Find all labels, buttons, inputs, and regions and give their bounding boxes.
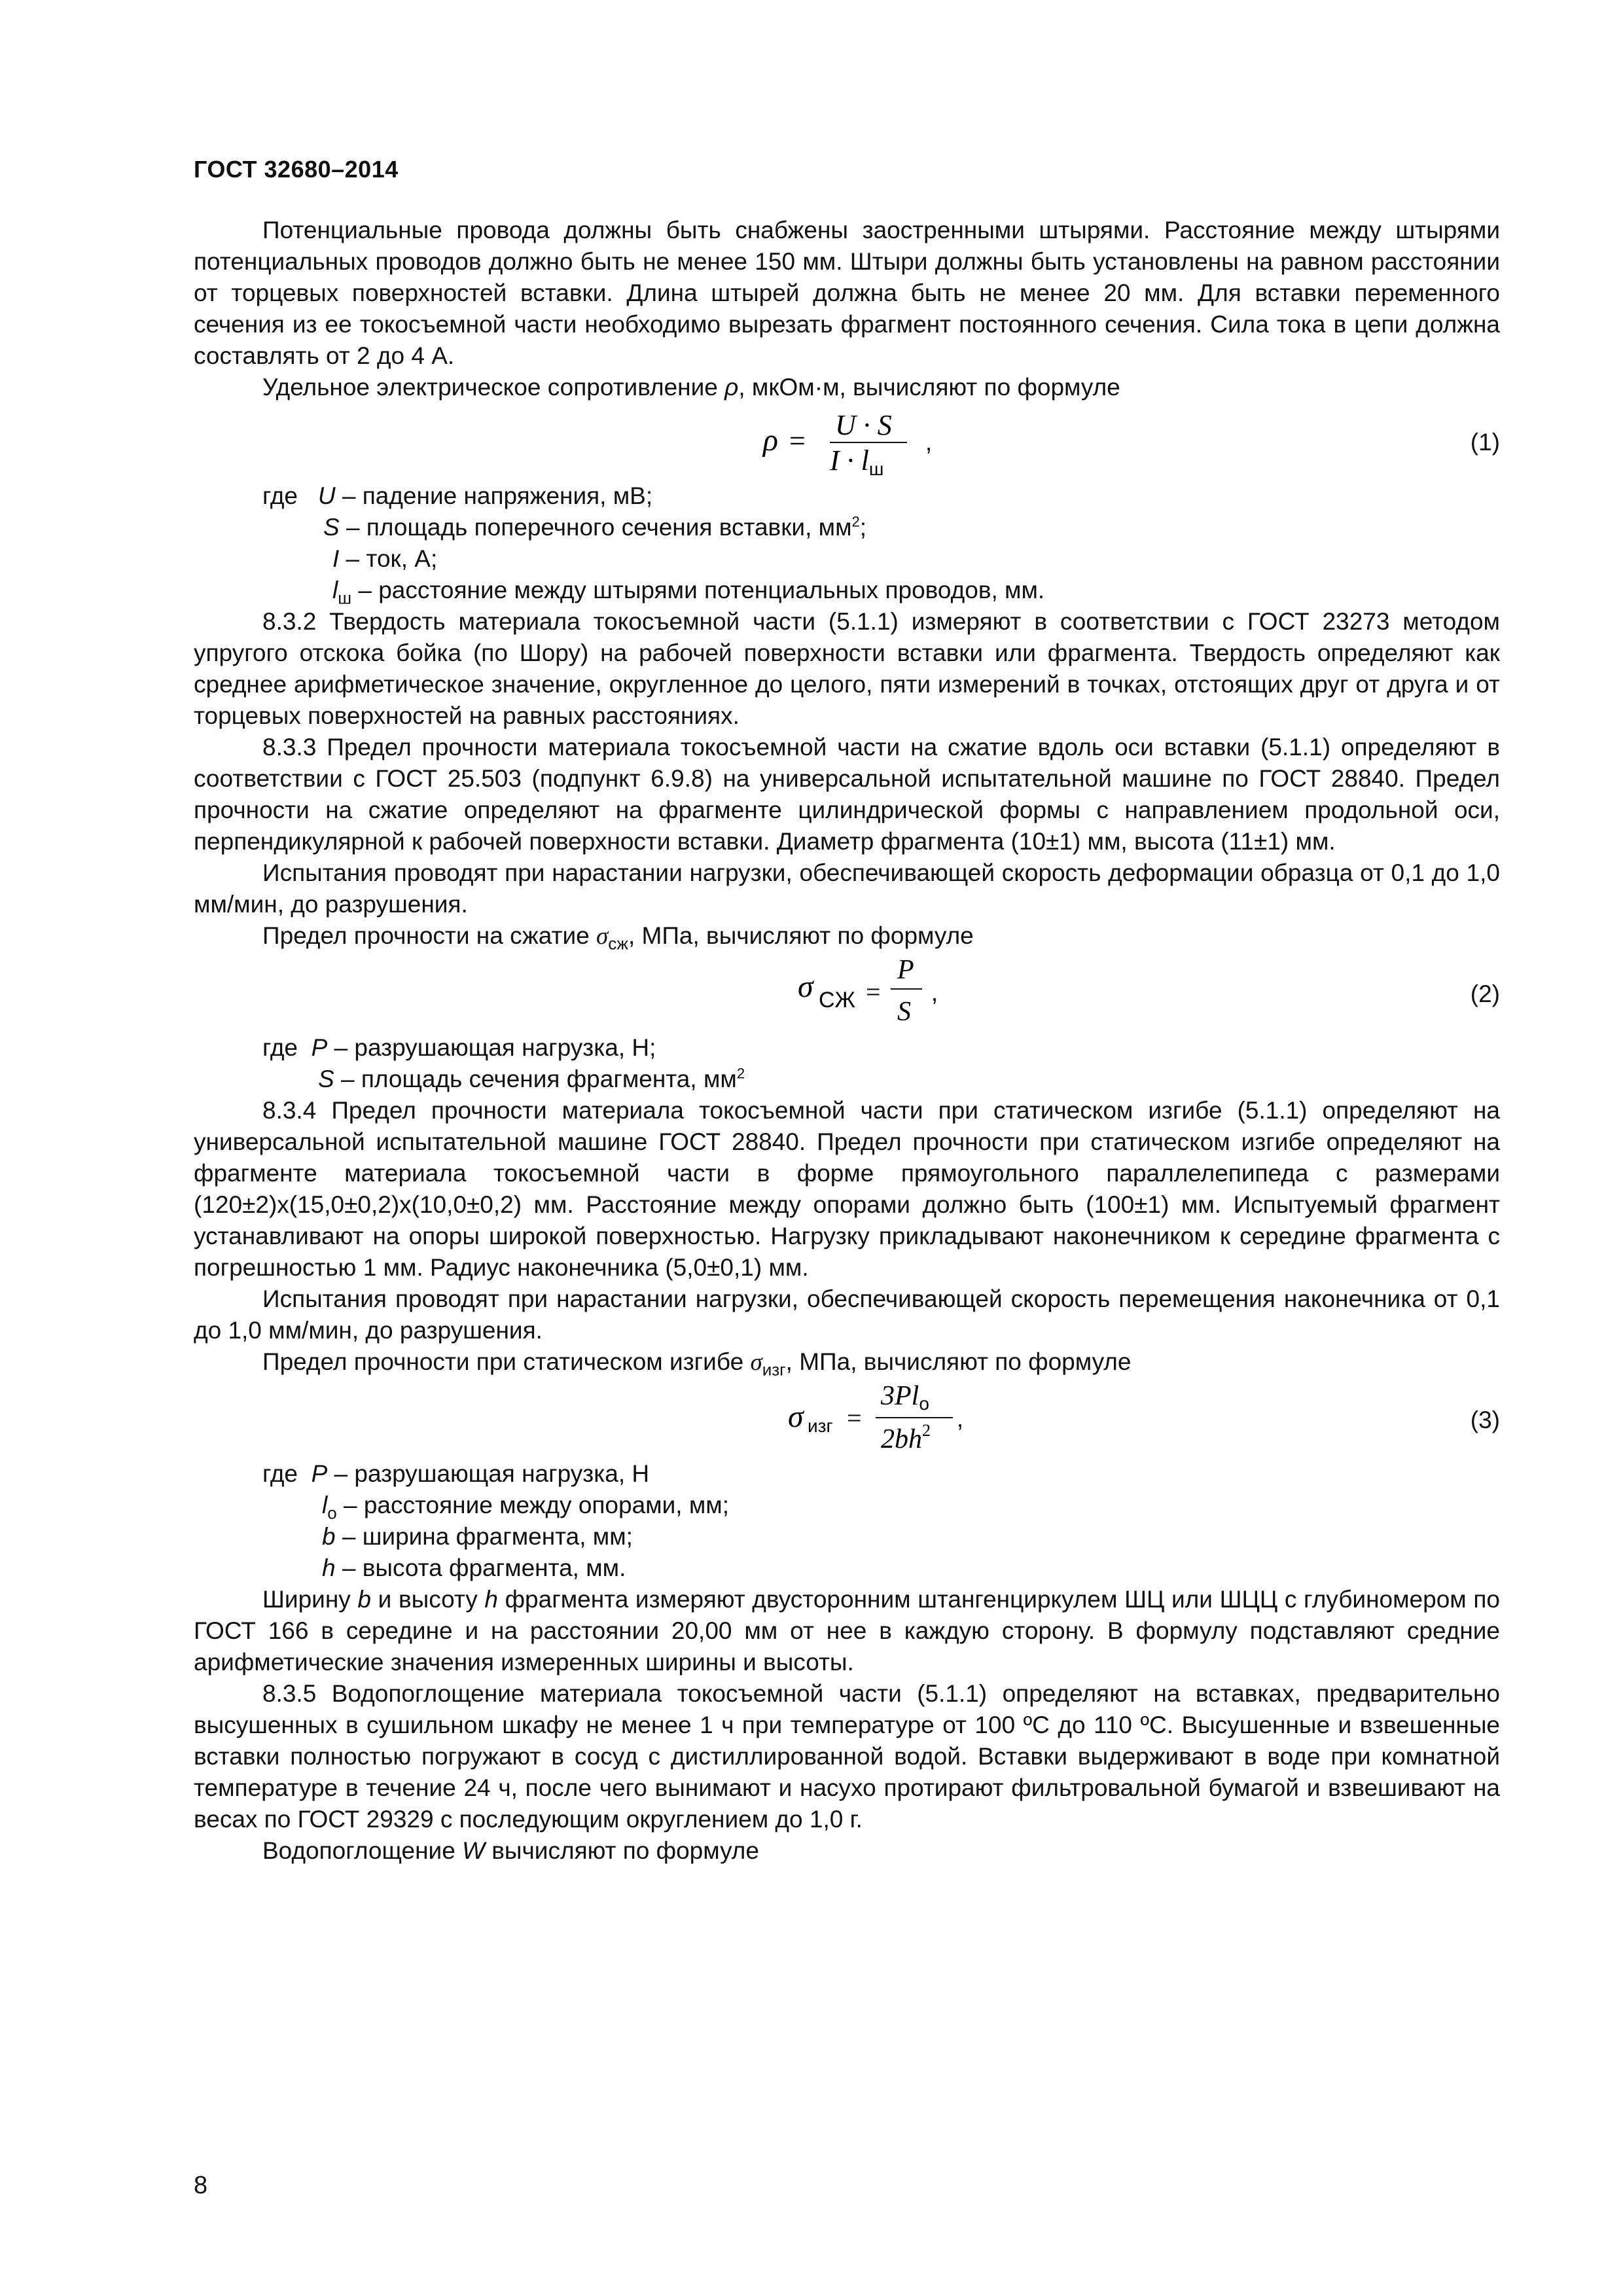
svg-text:=: =: [866, 977, 881, 1007]
paragraph-resistivity-intro: Удельное электрическое сопротивление ρ, мкОм·м, вычисляют по формуле: [262, 374, 1120, 401]
formula-3-comma: ,: [957, 1405, 964, 1432]
formula-2-numerator: P: [897, 955, 914, 985]
where-1-line-4: $l_ш$ – расстояние между штырями потенциальных проводов, мм.: [332, 577, 1045, 608]
paragraph-water-absorption-intro: Водопоглощение W вычисляют по формуле: [262, 1837, 759, 1864]
formula-2-number: (2): [1470, 980, 1500, 1007]
paragraph-8-3-3-test: Испытания проводят при нарастании нагрузки, обеспечивающей скорость деформации образца от 0,1 до 1,0 мм/мин, до разрушения.: [194, 859, 1500, 918]
formula-2-comma: ,: [931, 979, 938, 1006]
document-body: [194, 215, 1500, 1867]
formula-1-denominator: I · lш: [830, 444, 884, 479]
paragraph-8-3-5: 8.3.5 Водопоглощение материала токосъемной части (5.1.1) определяют на вставках, предварительно высушенных в сушильном шкафу не менее 1 ч при температуре от 100 ºС до 110 ºС. Высушенные и взвешенные вставки полностью погружают в сосуд с дистиллированной водой. Вставки выдерживают в воде при комнатной температуре в течение 24 ч, после чего вынимают и насухо протирают фильтровальной бумагой и взвешивают на весах по ГОСТ 29329 с последующим округлением до 1,0 г.: [194, 1680, 1500, 1833]
where-3-line-2: $l_о$ – расстояние между опорами, мм;: [322, 1492, 729, 1523]
formula-1-lhs: ρ: [763, 423, 779, 457]
where-2-line-1: где P – разрушающая нагрузка, Н;: [262, 1034, 656, 1061]
formula-2-graphic: [793, 952, 1028, 1032]
formula-2-lhs-sub: СЖ: [819, 988, 855, 1013]
formula-2-denominator: S: [897, 997, 911, 1027]
formula-2: [194, 952, 1500, 1032]
formula-1-graphic: [757, 403, 992, 480]
formula-1: [194, 403, 1500, 480]
paragraph-8-3-2: 8.3.2 Твердость материала токосъемной части (5.1.1) измеряют в соответствии с ГОСТ 23273 методом упругого отскока бойка (по Шору) на рабочей поверхности вставки или фрагмента. Твердость определяют как среднее арифметическое значение, округленное до целого, пяти измерений в точках, отстоящих друг от друга и от торцевых поверхностей на равных расстояниях.: [194, 608, 1500, 729]
svg-text:=: =: [789, 425, 806, 457]
formula-1-comma: ,: [925, 429, 933, 456]
paragraph-8-3-4-test: Испытания проводят при нарастании нагрузки, обеспечивающей скорость перемещения наконечника от 0,1 до 1,0 мм/мин, до разрушения.: [194, 1285, 1500, 1344]
where-3-line-3: b – ширина фрагмента, мм;: [322, 1523, 633, 1550]
where-3-line-1: где P – разрушающая нагрузка, Н: [262, 1460, 650, 1487]
where-2-line-2: S – площадь сечения фрагмента, $мм^2$: [318, 1065, 745, 1092]
formula-3-number: (3): [1470, 1407, 1500, 1433]
page-number: 8: [194, 2172, 208, 2199]
formula-1-number: (1): [1470, 429, 1500, 456]
where-1-line-1: где U – падение напряжения, мВ;: [262, 482, 653, 509]
formula-3-denominator: $2bh^2$: [881, 1421, 931, 1454]
paragraph-8-3-4: 8.3.4 Предел прочности материала токосъемной части при статическом изгибе (5.1.1) определяют на универсальной испытательной машине ГОСТ 28840. Предел прочности при статическом изгибе определяют на фрагменте материала токосъемной части в форме прямоугольного параллелепипеда с размерами (120±2)х(15,0±0,2)х(10,0±0,2) мм. Расстояние между опорами должно быть (100±1) мм. Испытуемый фрагмент устанавливают на опоры широкой поверхностью. Нагрузку прикладывают наконечником к середине фрагмента с погрешностью 1 мм. Радиус наконечника (5,0±0,1) мм.: [194, 1097, 1500, 1281]
where-1-line-3: I – ток, А;: [332, 545, 438, 572]
svg-text:=: =: [847, 1403, 862, 1433]
formula-1-numerator: U · S: [835, 409, 892, 441]
formula-2-lhs: σ: [798, 969, 813, 1004]
paragraph-8-3-3: 8.3.3 Предел прочности материала токосъемной части на сжатие вдоль оси вставки (5.1.1) определяют в соответствии с ГОСТ 25.503 (подпункт 6.9.8) на универсальной испытательной машине по ГОСТ 28840. Предел прочности на сжатие определяют на фрагменте цилиндрической формы с направлением продольной оси, перпендикулярной к рабочей поверхности вставки. Диаметр фрагмента (10±1) мм, высота (11±1) мм.: [194, 734, 1500, 855]
where-1-line-2: S – площадь поперечного сечения вставки, $мм^2$;: [323, 513, 867, 541]
formula-3-lhs: σ: [788, 1399, 804, 1434]
paragraph-probes: Потенциальные провода должны быть снабжены заостренными штырями. Расстояние между штырями потенциальных проводов должно быть не менее 150 мм. Штыри должны быть установлены на равном расстоянии от торцевых поверхностей вставки. Длина штырей должна быть не менее 20 мм. Для вставки переменного сечения из ее токосъемной части необходимо вырезать фрагмент постоянного сечения. Сила тока в цепи должна составлять от 2 до 4 А.: [194, 217, 1500, 369]
paragraph-bending-intro: Предел прочности при статическом изгибе $\sigma_{изг}$, МПа, вычисляют по формуле: [262, 1348, 1132, 1380]
formula-3-lhs-sub: изг: [808, 1416, 833, 1436]
paragraph-width-height: Ширину b и высоту h фрагмента измеряют двусторонним штангенциркулем ШЦ или ШЦЦ с глубиномером по ГОСТ 166 в середине и на расстоянии 20,00 мм от нее в каждую сторону. В формулу подставляют средние арифметические значения измеренных ширины и высоты.: [194, 1586, 1500, 1676]
formula-3-numerator: 3Plо: [881, 1381, 929, 1414]
paragraph-compression-intro: Предел прочности на сжатие $\sigma_{сж}$, МПа, вычисляют по формуле: [262, 922, 974, 954]
document-code-header: ГОСТ 32680–2014: [194, 156, 399, 183]
where-3-line-4: h – высота фрагмента, мм.: [322, 1554, 626, 1581]
formula-3-graphic: [783, 1378, 1031, 1458]
formula-3: [194, 1378, 1500, 1458]
